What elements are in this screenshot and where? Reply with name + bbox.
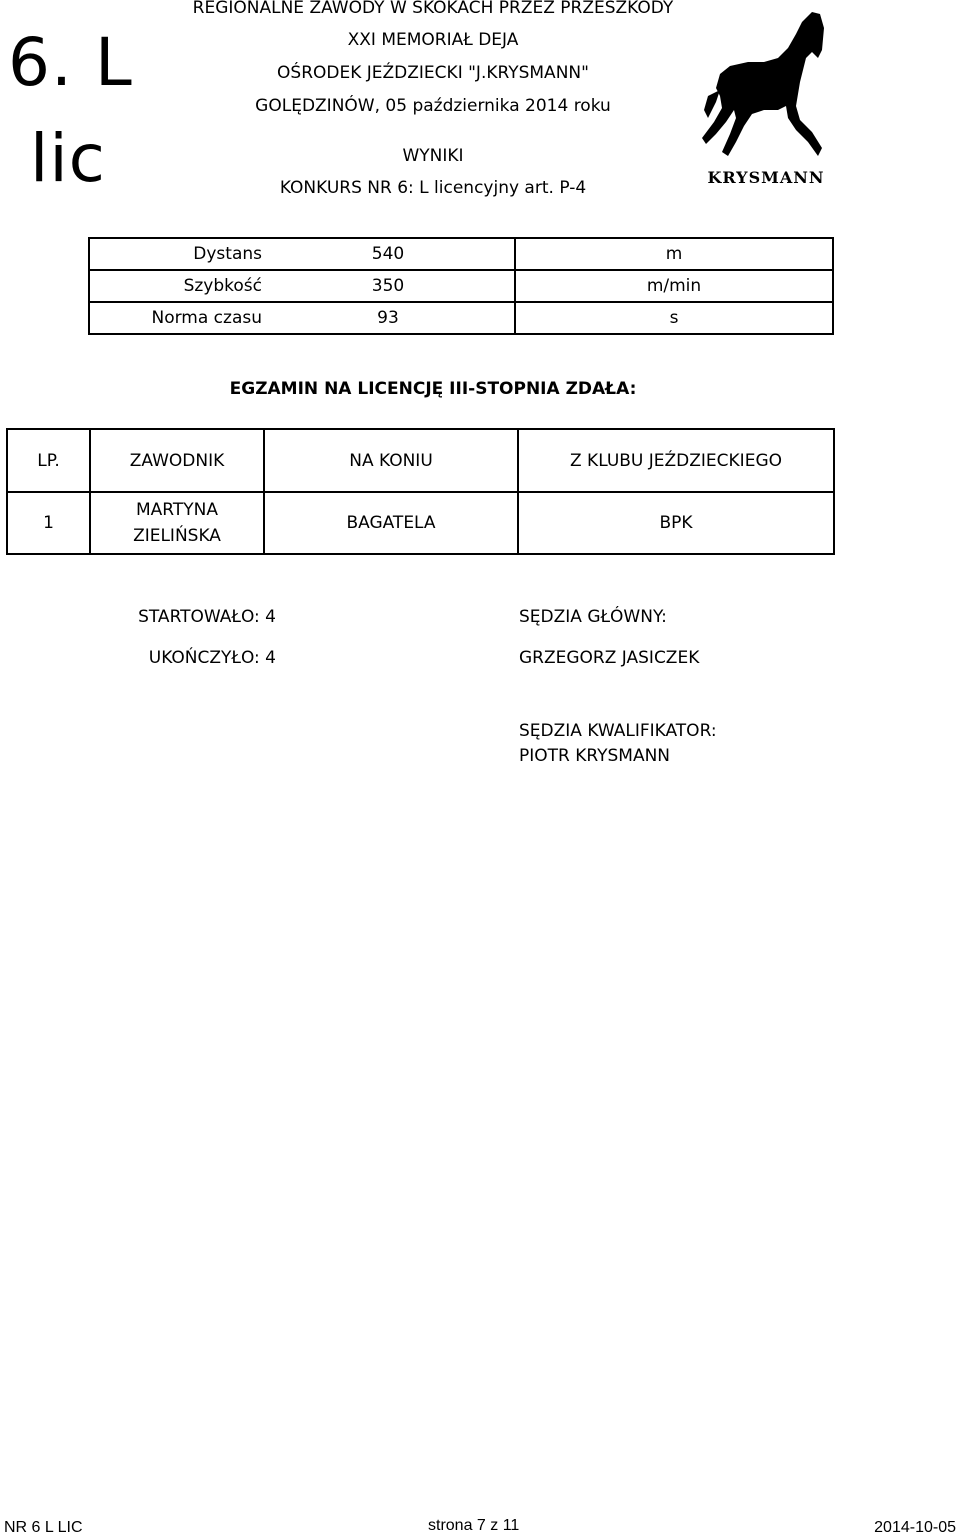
qualifier-judge-label: SĘDZIA KWALIFIKATOR: xyxy=(519,721,717,741)
header-date: GOLĘDZINÓW, 05 października 2014 roku xyxy=(255,96,611,116)
logo-text: KRYSMANN xyxy=(707,168,825,187)
col-header-horse: NA KONIU xyxy=(264,429,518,492)
param-value: 540 xyxy=(262,238,515,270)
param-label: Norma czasu xyxy=(89,302,262,334)
param-value: 350 xyxy=(262,270,515,302)
cell-club: BPK xyxy=(518,492,834,554)
param-value: 93 xyxy=(262,302,515,334)
main-judge-label: SĘDZIA GŁÓWNY: xyxy=(519,607,667,627)
param-unit: s xyxy=(515,302,833,334)
header-results: WYNIKI xyxy=(402,146,464,166)
finished-count: UKOŃCZYŁO: 4 xyxy=(148,648,276,668)
main-judge-name: GRZEGORZ JASICZEK xyxy=(519,648,700,668)
param-row xyxy=(89,238,833,270)
horse-icon xyxy=(700,10,830,175)
started-count: STARTOWAŁO: 4 xyxy=(138,607,276,627)
footer-page-number: strona 7 z 11 xyxy=(428,1517,520,1534)
param-label: Dystans xyxy=(89,238,262,270)
results-table xyxy=(6,428,835,555)
course-parameters-table xyxy=(88,237,834,335)
table-row xyxy=(7,492,834,554)
col-header-rider: ZAWODNIK xyxy=(90,429,264,492)
param-unit: m xyxy=(515,238,833,270)
param-row xyxy=(89,302,833,334)
header-venue: OŚRODEK JEŹDZIECKI "J.KRYSMANN" xyxy=(277,63,589,83)
results-header-row xyxy=(7,429,834,492)
cell-lp: 1 xyxy=(7,492,90,554)
header-class: KONKURS NR 6: L licencyjny art. P-4 xyxy=(279,178,587,198)
cell-horse: BAGATELA xyxy=(264,492,518,554)
param-unit: m/min xyxy=(515,270,833,302)
header-competition: REGIONALNE ZAWODY W SKOKACH PRZEZ PRZESZKODY xyxy=(192,0,674,18)
footer-left: NR 6 L LIC xyxy=(4,1519,83,1536)
corner-title-line2: lic xyxy=(30,120,106,197)
header-memorial: XXI MEMORIAŁ DEJA xyxy=(347,30,519,50)
cell-rider xyxy=(90,492,264,554)
footer-date: 2014-10-05 xyxy=(874,1519,956,1536)
rider-last-name: ZIELIŃSKA xyxy=(133,526,221,546)
corner-title-line1: 6. L xyxy=(8,24,133,101)
param-label: Szybkość xyxy=(89,270,262,302)
col-header-lp: LP. xyxy=(7,429,90,492)
col-header-club: Z KLUBU JEŹDZIECKIEGO xyxy=(518,429,834,492)
rider-first-name: MARTYNA xyxy=(136,500,218,520)
exam-title: EGZAMIN NA LICENCJĘ III-STOPNIA ZDAŁA: xyxy=(229,379,637,399)
param-row xyxy=(89,270,833,302)
qualifier-judge-name: PIOTR KRYSMANN xyxy=(519,746,671,766)
krysmann-logo xyxy=(700,10,830,195)
